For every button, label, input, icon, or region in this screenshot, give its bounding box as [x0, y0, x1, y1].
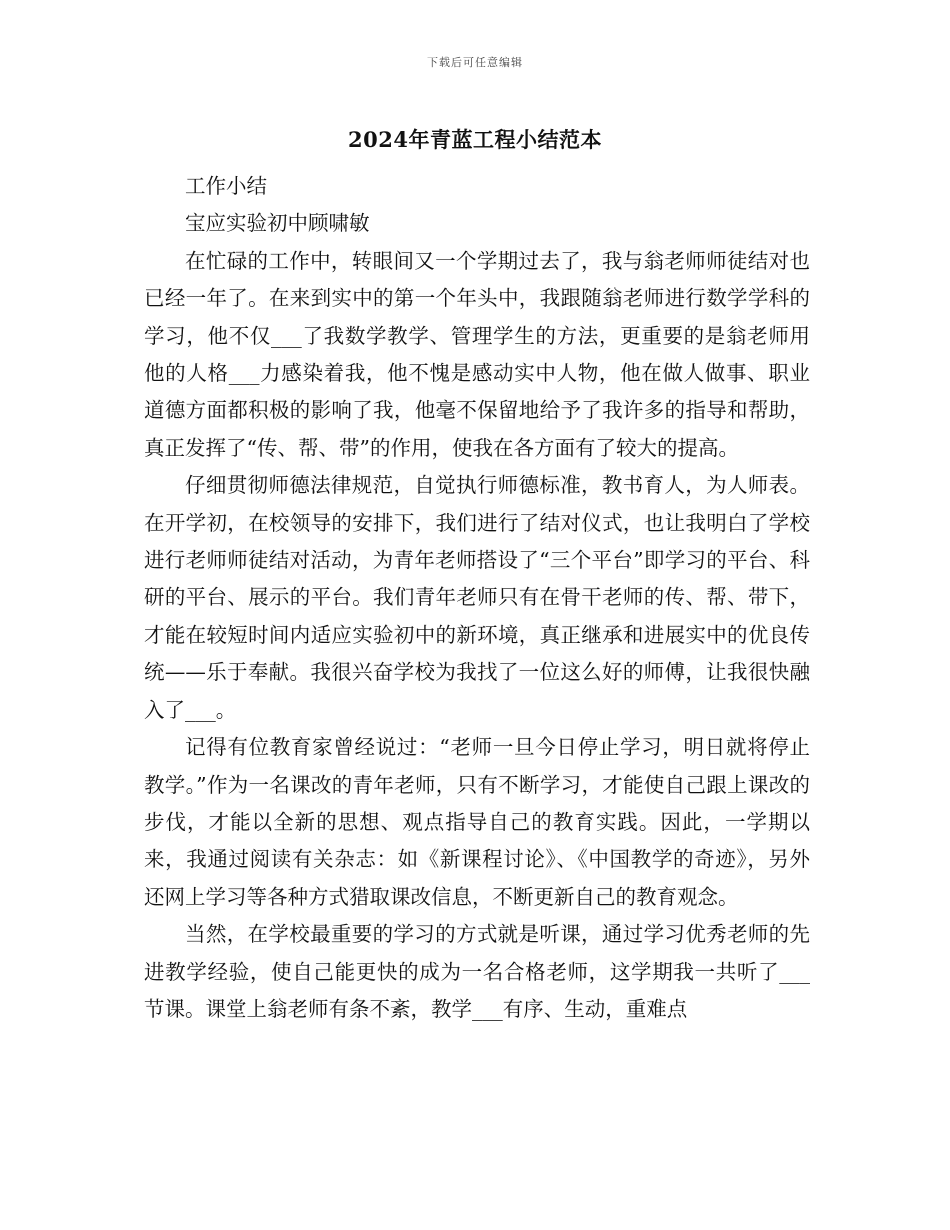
paragraph-intro: 在忙碌的工作中，转眼间又一个学期过去了，我与翁老师师徒结对也已经一年了。在来到实中的第一个年头中，我跟随翁老师进行数学学科的学习，他不仅___了我数学教学、管理学生的方法，更重要的是翁老师用他的人格___力感染着我，他不愧是感动实中人物，他在做人做事、职业道德方面都积极的影响了我，他毫不保留地给予了我许多的指导和帮助，真正发挥了“传、帮、带”的作用，使我在各方面有了较大的提高。: [144, 248, 810, 460]
paragraph-lessons: 当然，在学校最重要的学习的方式就是听课，通过学习优秀老师的先进教学经验，使自己能更快的成为一名合格老师，这学期我一共听了___节课。课堂上翁老师有条不紊，教学___有序、生动，重难点: [144, 922, 810, 1021]
paragraph-author: 宝应实验初中顾啸敏: [185, 211, 370, 236]
page-header-note: 下载后可任意编辑: [427, 56, 523, 69]
document-title: 2024年青蓝工程小结范本: [348, 127, 602, 152]
document-body: [144, 168, 810, 1028]
paragraph-ethics: 仔细贯彻师德法律规范，自觉执行师德标准，教书育人，为人师表。在开学初，在校领导的安排下，我们进行了结对仪式，也让我明白了学校进行老师师徒结对活动，为青年老师搭设了“三个平台”即学习的平台、科研的平台、展示的平台。我们青年老师只有在骨干老师的传、帮、带下，才能在较短时间内适应实验初中的新环境，真正继承和进展实中的优良传统——乐于奉献。我很兴奋学校为我找了一位这么好的师傅，让我很快融入了___。: [144, 473, 810, 722]
paragraph-learning: 记得有位教育家曾经说过：“老师一旦今日停止学习，明日就将停止教学。”作为一名课改的青年老师，只有不断学习，才能使自己跟上课改的步伐，才能以全新的思想、观点指导自己的教育实践。因此，一学期以来，我通过阅读有关杂志：如《新课程讨论》、《中国教学的奇迹》，另外还网上学习等各种方式猎取课改信息，不断更新自己的教育观念。: [144, 735, 810, 909]
paragraph-heading: 工作小结: [185, 174, 267, 198]
